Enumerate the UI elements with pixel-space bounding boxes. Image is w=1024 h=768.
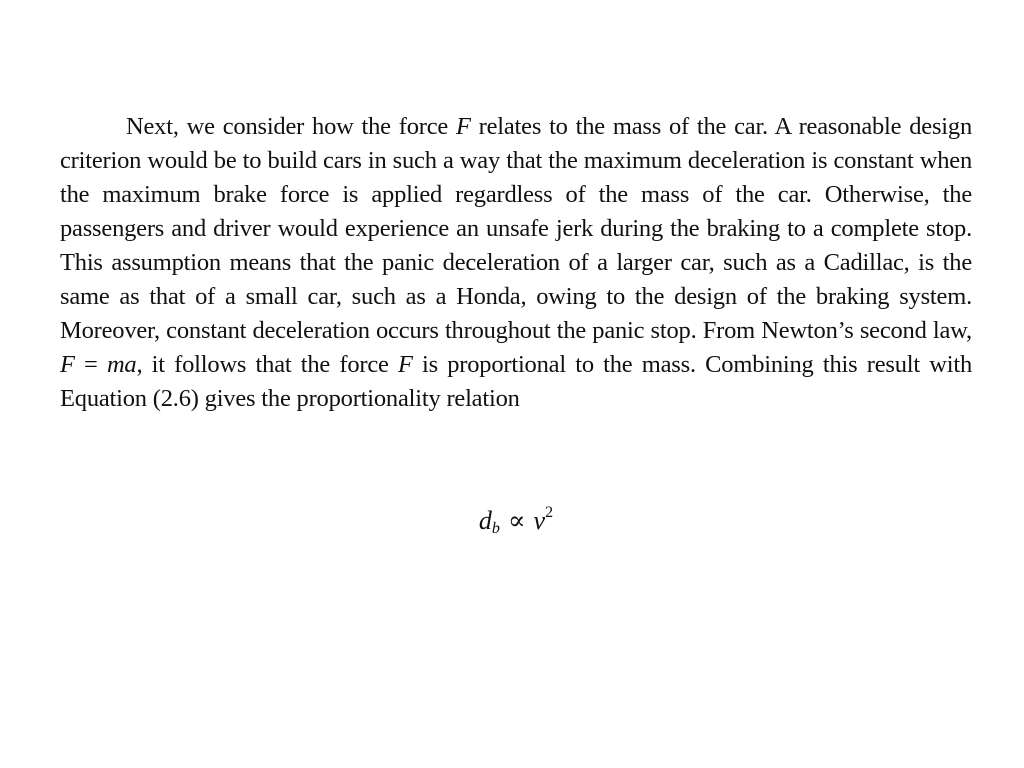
proportionality-equation [60,496,972,546]
variable-force: F [455,113,471,140]
newton-law-rhs: ma [106,351,137,378]
equation-rhs-exponent: 2 [545,504,554,521]
equation-lhs-subscript: b [491,520,500,537]
document-page [60,110,973,537]
paragraph-text-1: Next, we consider how the force [126,113,456,140]
paragraph-text-3: , it follows that the force [136,351,398,378]
paragraph-text-2: relates to the mass of the car. A reasonable design criterion would be to build cars in such a way that the maximum deceleration is constant when the maximum brake force is applied regardless of the mass of the car. Otherwise, the passengers and driver would experience an unsafe jerk during the braking to a complete stop. This assumption means that the panic deceleration of a larger car, such as a Cadillac, is the same as that of a small car, such as a Honda, owing to the design of the braking system. Moreover, constant deceleration occurs throughout the panic stop. From Newton’s second law, [60,113,972,344]
newton-law-equals: = [74,351,107,378]
paragraph-text-4: is proportional to the mass. Combining this result with Equation (2.6) gives the proportionality relation [60,351,973,412]
equation-rhs-variable: v [533,506,546,535]
body-paragraph [60,110,972,416]
variable-force-2: F [397,351,413,378]
equation-lhs-variable: d [478,506,492,535]
proportional-symbol: ∝ [507,506,526,535]
newton-law-lhs: F [60,351,75,378]
